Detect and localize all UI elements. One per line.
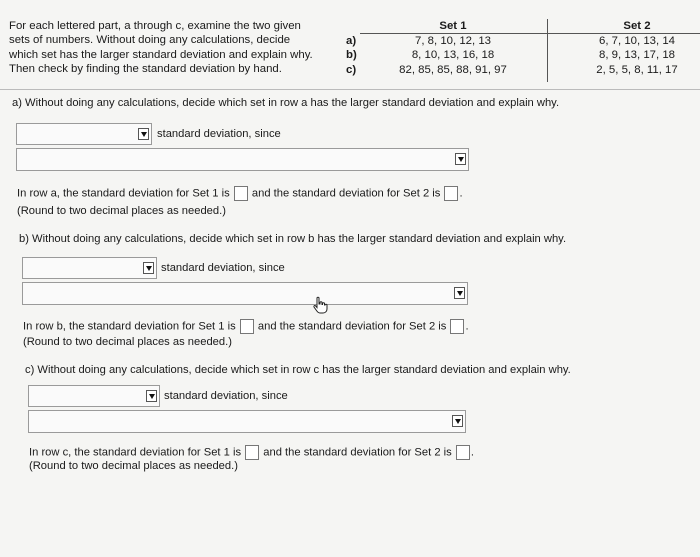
sd-prefix: In row b, the standard deviation for Set 1 is bbox=[23, 320, 236, 333]
dropdown-arrow-icon bbox=[146, 390, 157, 402]
question-c: c) Without doing any calculations, decide which set in row c has the larger standard deviation and explain why. bbox=[25, 364, 571, 376]
set1-row-b: 8, 10, 13, 16, 18 bbox=[411, 49, 495, 62]
dropdown-arrow-icon bbox=[455, 153, 466, 165]
reason-select-a[interactable] bbox=[16, 148, 469, 171]
round-note-b: (Round to two decimal places as needed.) bbox=[23, 336, 232, 348]
sd-prefix: In row c, the standard deviation for Set 1 is bbox=[29, 446, 242, 459]
set-select-a[interactable] bbox=[16, 123, 152, 145]
set2-sd-input-c[interactable] bbox=[456, 445, 470, 460]
section-divider bbox=[0, 89, 700, 90]
set2-row-a: 6, 7, 10, 13, 14 bbox=[599, 35, 675, 47]
set1-column bbox=[360, 19, 546, 77]
dropdown-arrow-icon bbox=[452, 415, 463, 427]
instruction-line: Then check by finding the standard deviation by hand. bbox=[9, 62, 282, 75]
dropdown-arrow-icon bbox=[138, 128, 149, 140]
row-label-b: b) bbox=[346, 49, 357, 62]
set1-sd-input-c[interactable] bbox=[245, 445, 259, 460]
question-a: a) Without doing any calculations, decide which set in row a has the larger standard deviation and explain why. bbox=[12, 97, 560, 109]
row-labels bbox=[346, 34, 357, 77]
sd-sentence-b bbox=[23, 319, 469, 334]
hand-cursor-icon bbox=[311, 296, 329, 314]
set2-sd-input-b[interactable] bbox=[450, 319, 464, 334]
sd-suffix: . bbox=[465, 320, 469, 333]
round-note-a: (Round to two decimal places as needed.) bbox=[17, 205, 226, 217]
set2-row-b: 8, 9, 13, 17, 18 bbox=[599, 49, 675, 62]
instruction-line: sets of numbers. Without doing any calculations, decide bbox=[9, 34, 291, 47]
instruction-line: which set has the larger standard deviation and explain why. bbox=[9, 48, 313, 61]
sd-sentence-c bbox=[29, 445, 474, 460]
sd-sentence-a bbox=[17, 186, 463, 201]
reason-select-b[interactable] bbox=[22, 282, 468, 305]
dropdown-arrow-icon bbox=[454, 287, 465, 299]
dropdown-suffix-a: standard deviation, since bbox=[157, 128, 281, 140]
set2-row-c: 2, 5, 5, 8, 11, 17 bbox=[596, 63, 678, 76]
sd-middle: and the standard deviation for Set 2 is bbox=[263, 446, 452, 459]
set1-sd-input-a[interactable] bbox=[234, 186, 248, 201]
round-note-c: (Round to two decimal places as needed.) bbox=[29, 460, 238, 472]
set1-row-c: 82, 85, 85, 88, 91, 97 bbox=[399, 63, 507, 76]
instruction-line: For each lettered part, a through c, examine the two given bbox=[9, 20, 301, 32]
sd-suffix: . bbox=[470, 446, 474, 459]
reason-select-c[interactable] bbox=[28, 410, 466, 433]
dropdown-suffix-c: standard deviation, since bbox=[164, 390, 288, 402]
sd-middle: and the standard deviation for Set 2 is bbox=[257, 320, 447, 333]
set2-header: Set 2 bbox=[623, 20, 651, 32]
set2-sd-input-a[interactable] bbox=[444, 186, 458, 201]
set-select-c[interactable] bbox=[28, 385, 160, 407]
set1-header: Set 1 bbox=[439, 20, 467, 32]
sd-prefix: In row a, the standard deviation for Set 1 is bbox=[17, 187, 230, 200]
dropdown-arrow-icon bbox=[143, 262, 154, 274]
set2-column bbox=[547, 19, 700, 77]
table-divider-horizontal bbox=[360, 33, 700, 34]
question-b: b) Without doing any calculations, decide which set in row b has the larger standard deviation and explain why. bbox=[19, 233, 567, 245]
instructions bbox=[9, 19, 329, 76]
sd-middle: and the standard deviation for Set 2 is bbox=[251, 187, 441, 200]
sd-suffix: . bbox=[459, 187, 463, 200]
set-select-b[interactable] bbox=[22, 257, 157, 279]
table-divider-vertical bbox=[547, 19, 548, 82]
set1-row-a: 7, 8, 10, 12, 13 bbox=[415, 35, 491, 47]
row-label-a: a) bbox=[346, 35, 357, 47]
set1-sd-input-b[interactable] bbox=[240, 319, 254, 334]
row-label-c: c) bbox=[346, 63, 357, 76]
dropdown-suffix-b: standard deviation, since bbox=[161, 262, 285, 274]
